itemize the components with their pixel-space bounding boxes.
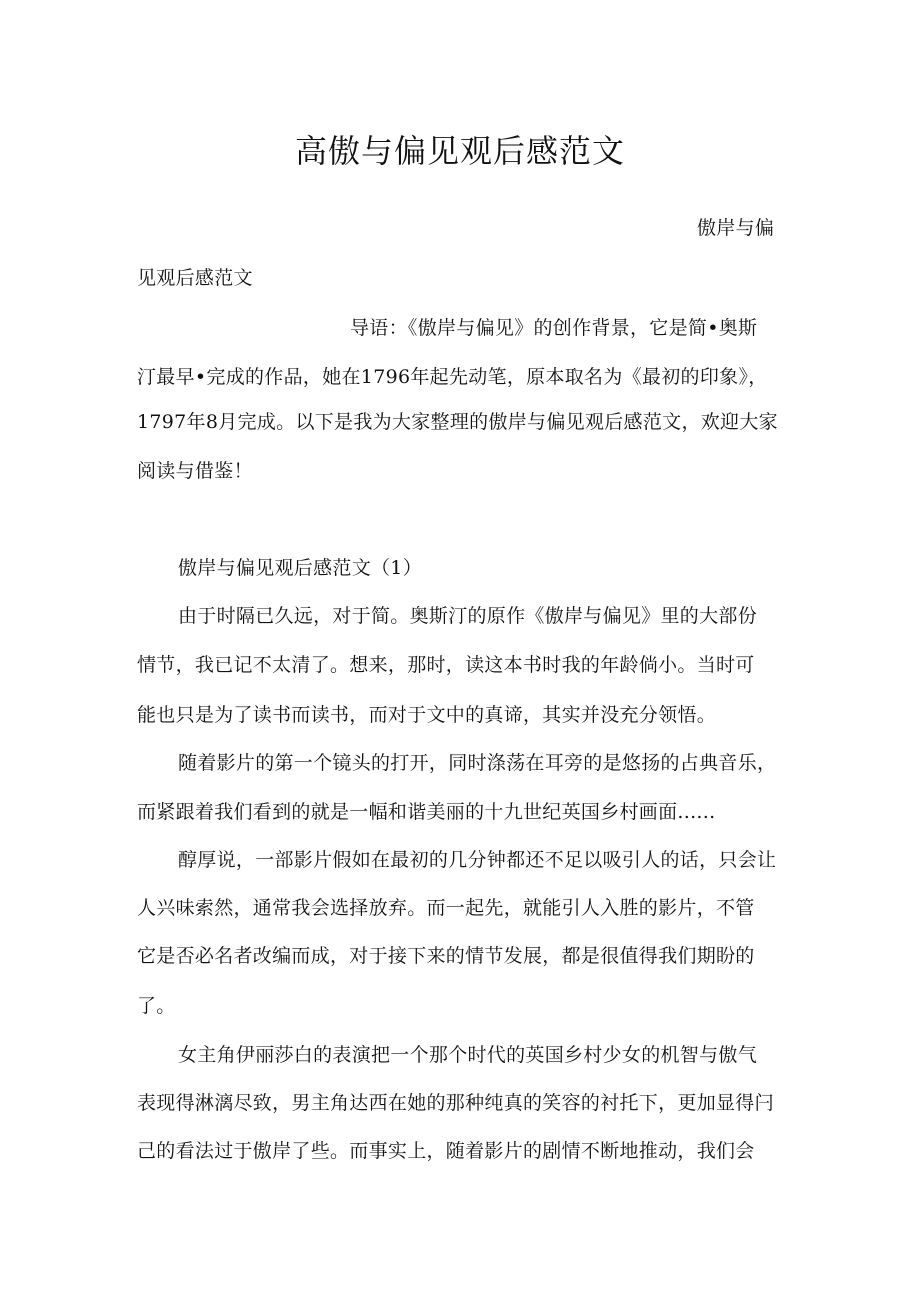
paragraph-line: 人兴味索然，通常我会选择放弃。而一起先，就能引人入胜的影片，不管: [137, 897, 755, 919]
intro-line: 汀最早•完成的作品，她在1796年起先动笔，原本取名为《最初的印象》，: [137, 366, 768, 388]
page-title: 高傲与偏见观后感范文: [294, 132, 625, 170]
paragraph-line: 己的看法过于傲岸了些。而事实上，随着影片的剧情不断地推动，我们会: [137, 1140, 755, 1162]
paragraph-line: 情节，我已记不太清了。想来，那时，读这本书时我的年龄倘小。当时可: [137, 654, 755, 676]
paragraph-line: 了。: [137, 995, 176, 1017]
subtitle-line-2: 见观后感范文: [137, 267, 253, 289]
intro-line: 1797年8月完成。以下是我为大家整理的傲岸与偏见观后感范文，欢迎大家: [137, 411, 778, 433]
section-heading: 傲岸与偏见观后感范文（1）: [178, 557, 422, 579]
intro-line: 导语：《傲岸与偏见》的创作背景，它是简•奥斯: [350, 317, 758, 339]
paragraph-line: 由于时隔已久远，对于简。奥斯汀的原作《傲岸与偏见》里的大部份: [178, 605, 758, 627]
paragraph-line: 表现得淋漓尽致，男主角达西在她的那种纯真的笑容的衬托下，更加显得闩: [137, 1092, 774, 1114]
paragraph-line: 随着影片的第一个镜头的打开，同时涤荡在耳旁的是悠扬的占典音乐，: [178, 752, 777, 774]
intro-line: 阅读与借鉴！: [137, 460, 253, 482]
paragraph-line: 它是否必名者改编而成，对于接下来的情节发展，都是很值得我们期盼的: [137, 945, 755, 967]
paragraph-line: 能也只是为了读书而读书，而对于文中的真谛，其实并没充分领悟。: [137, 704, 717, 726]
subtitle-line-1: 傲岸与偏: [697, 217, 775, 239]
paragraph-line: 女主角伊丽莎白的表演把一个那个时代的英国乡村少女的机智与傲气: [178, 1044, 758, 1066]
paragraph-line: 而紧跟着我们看到的就是一幅和谐美丽的十九世纪英国乡村画面......: [137, 801, 716, 823]
paragraph-line: 醇厚说，一部影片假如在最初的几分钟都还不足以吸引人的话，只会让: [178, 849, 777, 871]
